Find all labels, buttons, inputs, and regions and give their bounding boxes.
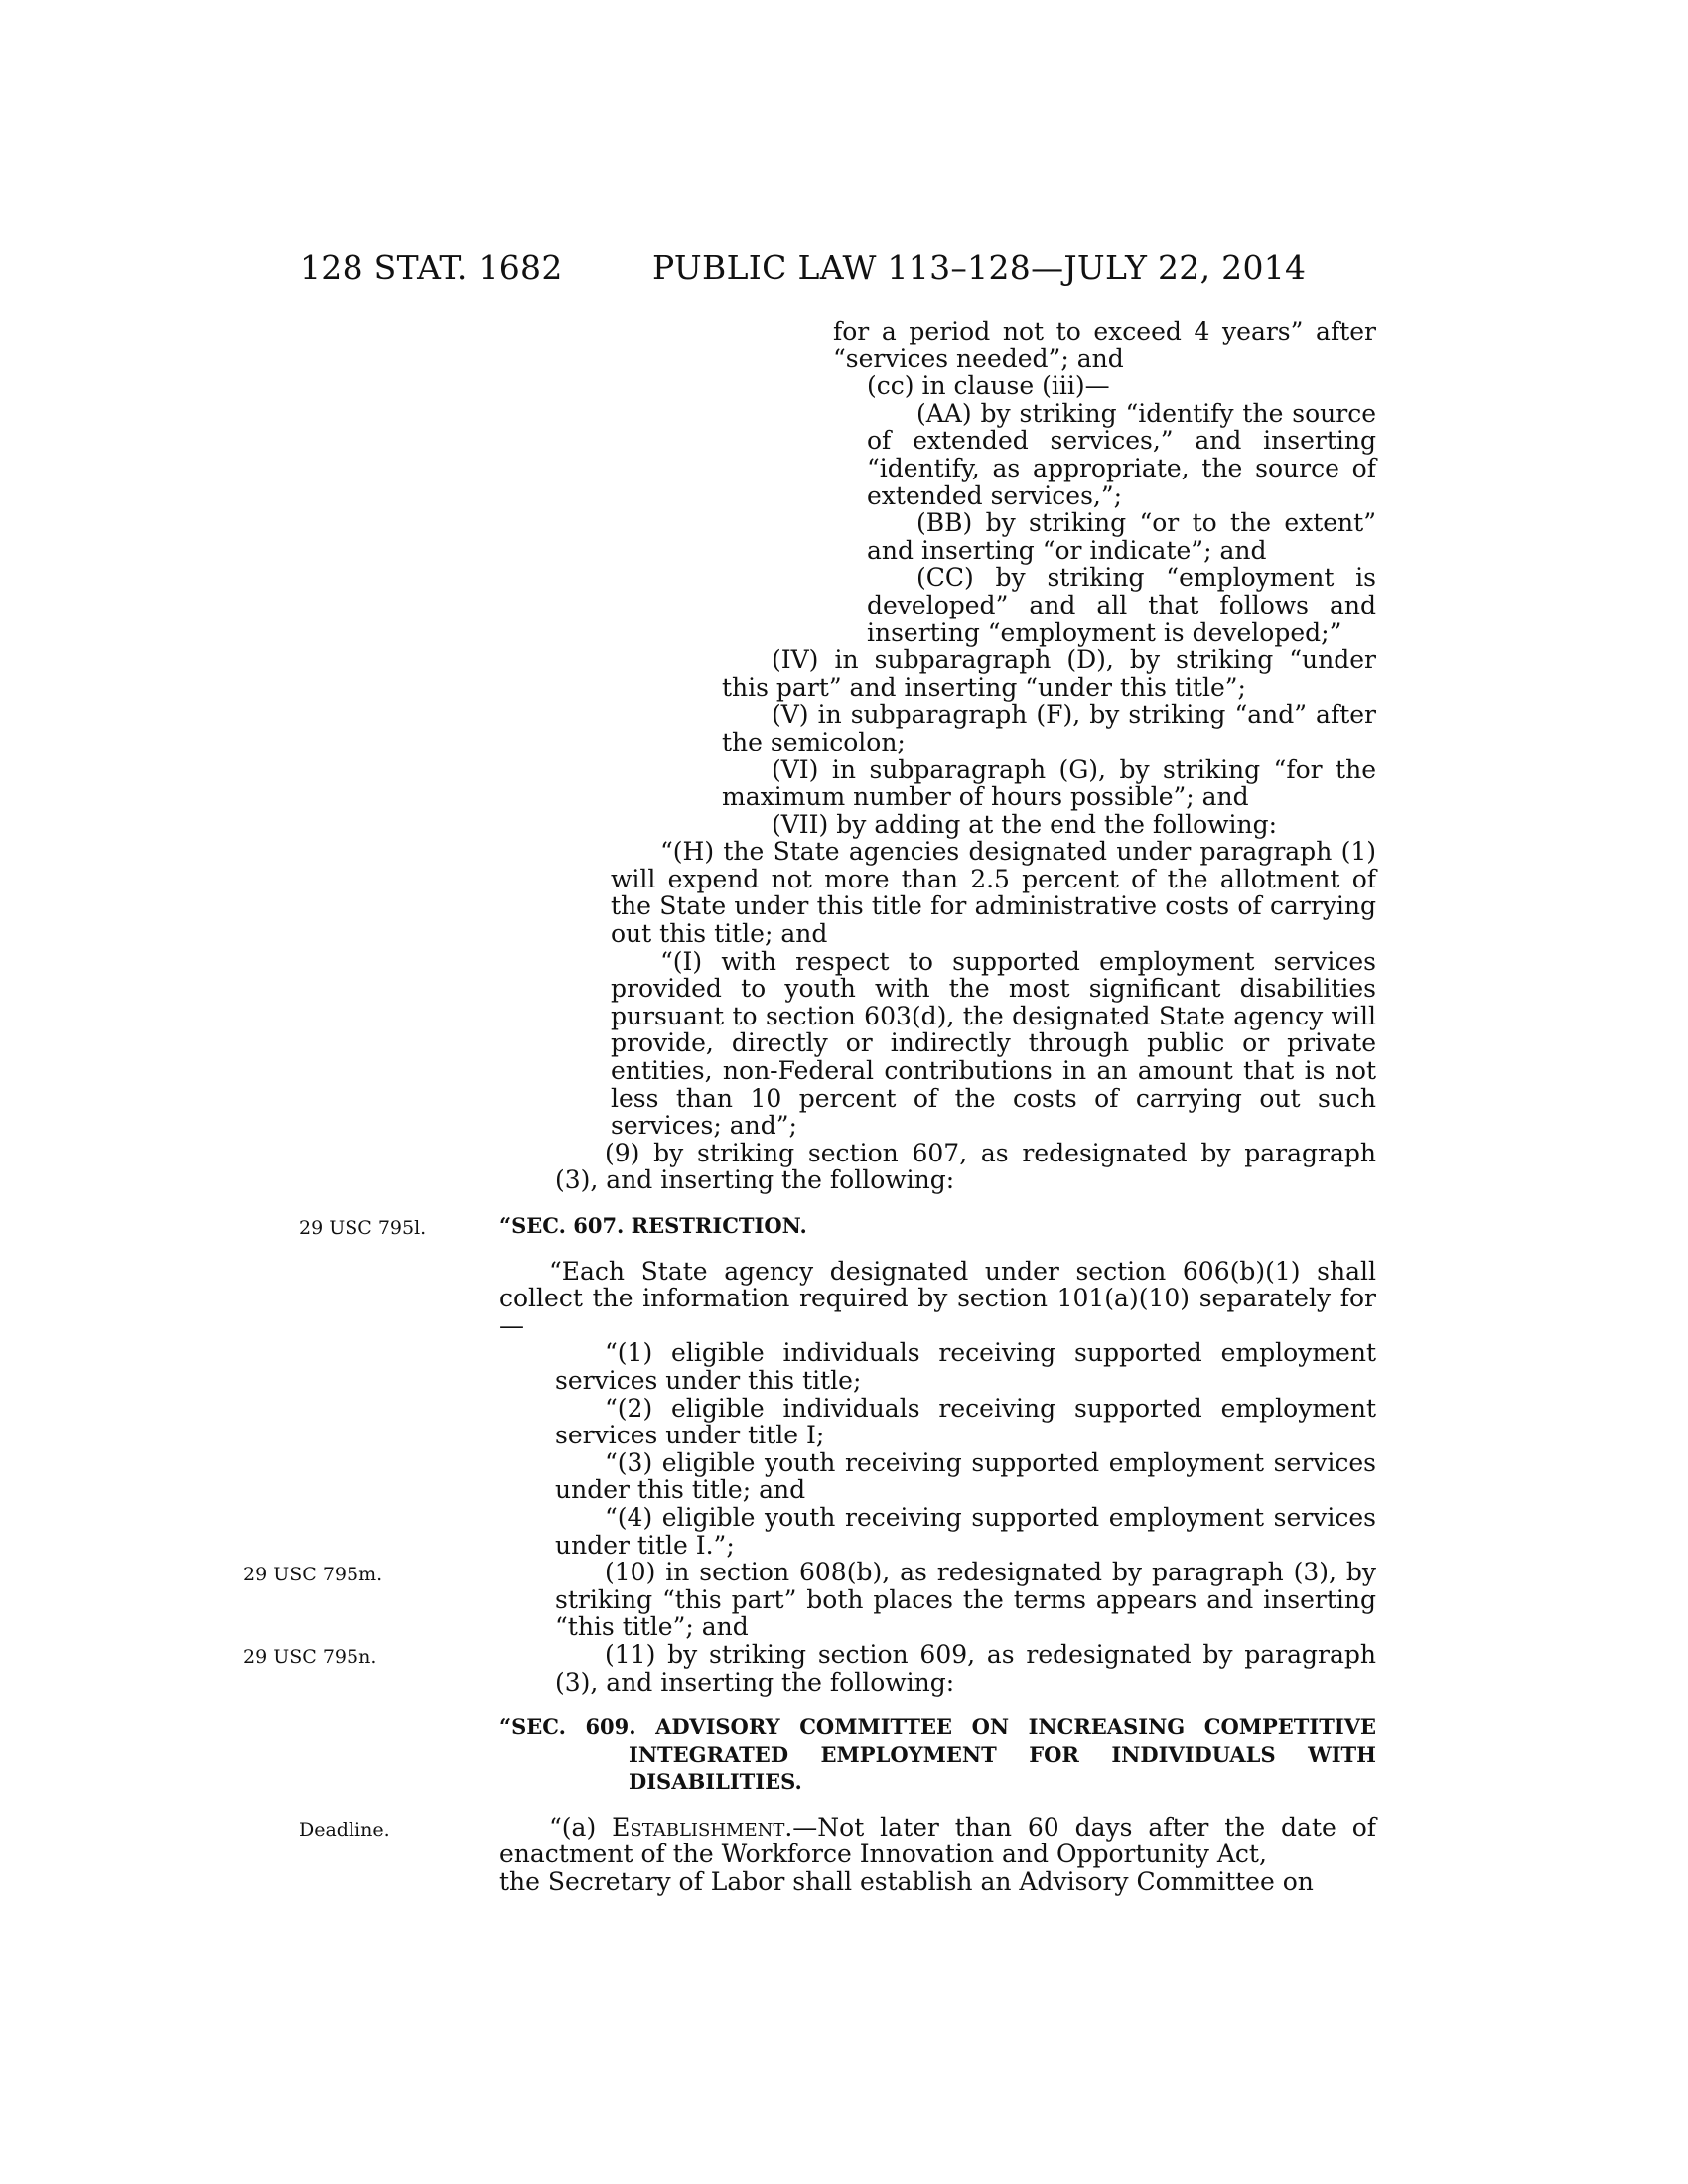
paragraph: (V) in subparagraph (F), by striking “and” after the semicolon; bbox=[722, 700, 1376, 756]
paragraph: “(H) the State agencies designated under paragraph (1) will expend not more than 2.5 percent of the allotment of the State under this title for administrative costs of carrying out this title; and bbox=[611, 837, 1376, 949]
paragraph: “(4) eligible youth receiving supported employment services under title I.”; bbox=[555, 1502, 1376, 1560]
paragraph: “(3) eligible youth receiving supported employment services under this title; and bbox=[555, 1447, 1376, 1505]
margin-note: 29 USC 795m. bbox=[243, 1564, 383, 1586]
document-body bbox=[243, 317, 1376, 1897]
paragraph: “(1) eligible individuals receiving supported employment services under this title; bbox=[555, 1338, 1376, 1395]
paragraph: (CC) by striking “employment is developed” and all that follows and inserting “employment is developed;” bbox=[867, 563, 1376, 647]
paragraph: “Each State agency designated under section 606(b)(1) shall collect the information required by section 101(a)(10) separately for— bbox=[499, 1256, 1376, 1340]
section-heading-text: “SEC. 607. RESTRICTION. bbox=[499, 1213, 807, 1238]
margin-note: 29 USC 795n. bbox=[243, 1645, 377, 1668]
paragraph bbox=[299, 1812, 1376, 1869]
establishment-text: .—Not later than 60 days after the date of enactment of the Workforce Innovation and Opportunity Act, bbox=[499, 1812, 1376, 1869]
margin-note: 29 USC 795l. bbox=[299, 1217, 427, 1239]
paragraph: (BB) by striking “or to the extent” and inserting “or indicate”; and bbox=[867, 508, 1376, 565]
paragraph-text: (11) by striking section 609, as redesignated by paragraph (3), and inserting the following: bbox=[555, 1639, 1376, 1697]
paragraph: (VI) in subparagraph (G), by striking “for the maximum number of hours possible”; and bbox=[722, 754, 1376, 812]
establishment-heading: Establishment bbox=[612, 1812, 785, 1842]
paragraph: (cc) in clause (iii)— bbox=[867, 371, 1110, 401]
statute-page-number: 128 STAT. 1682 bbox=[300, 248, 563, 287]
establishment-lead: “(a) bbox=[549, 1812, 613, 1842]
paragraph: (9) by striking section 607, as redesignated by paragraph (3), and inserting the following: bbox=[555, 1138, 1376, 1195]
paragraph: for a period not to exceed 4 years” after “services needed”; and bbox=[833, 317, 1376, 373]
paragraph: “(I) with respect to supported employment services provided to youth with the most significant disabilities pursuant to section 603(d), the designated State agency will provide, directly or indirectly through public or private entities, non-Federal contributions in an amount that is not less than 10 percent of the costs of carrying out such services; and”; bbox=[611, 946, 1376, 1141]
paragraph: (IV) in subparagraph (D), by striking “under this part” and inserting “under this title”; bbox=[722, 645, 1376, 702]
paragraph: “(2) eligible individuals receiving supported employment services under title I; bbox=[555, 1393, 1376, 1450]
paragraph: the Secretary of Labor shall establish an Advisory Committee on bbox=[499, 1867, 1314, 1897]
paragraph: (VII) by adding at the end the following: bbox=[772, 809, 1278, 839]
margin-note: Deadline. bbox=[299, 1818, 390, 1841]
paragraph bbox=[243, 1558, 1376, 1642]
running-header-title: PUBLIC LAW 113–128—JULY 22, 2014 bbox=[652, 248, 1307, 287]
paragraph: (AA) by striking “identify the source of extended services,” and inserting “identify, as appropriate, the source of extended services,”; bbox=[867, 398, 1376, 510]
paragraph-text: (10) in section 608(b), as redesignated by paragraph (3), by striking “this part” both places the terms appears and inserting “this title”; and bbox=[555, 1558, 1376, 1642]
section-heading bbox=[299, 1212, 1376, 1240]
section-heading bbox=[499, 1713, 1376, 1796]
section-heading-text: “SEC. 609. ADVISORY COMMITTEE ON INCREASING COMPETITIVE INTEGRATED EMPLOYMENT FOR INDIVIDUALS WITH DISABILITIES. bbox=[499, 1714, 1376, 1795]
paragraph bbox=[243, 1639, 1376, 1697]
